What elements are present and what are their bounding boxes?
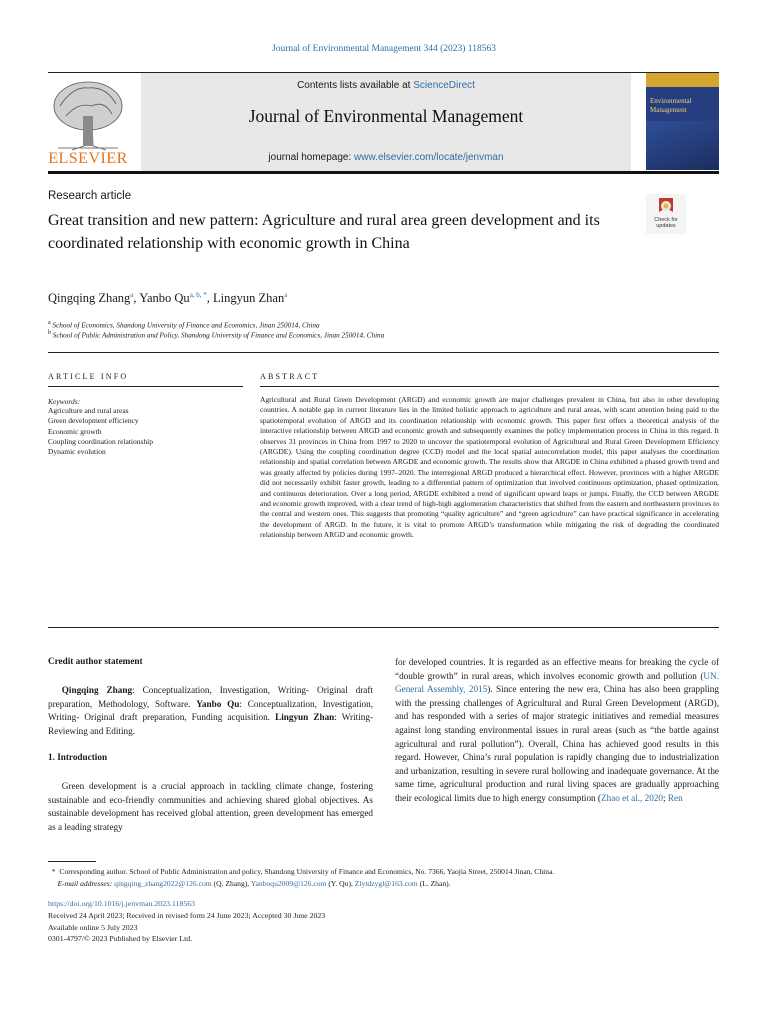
email-line <box>48 878 728 890</box>
credit-author-roles: : Writing- Reviewing and Editing. <box>48 712 374 736</box>
keyword-item: Green development efficiency <box>48 416 139 426</box>
email-owner: (Q. Zhang), <box>211 878 251 888</box>
corresponding-author-text: Corresponding author. School of Public Administration and policy, Shandong University of Finance and Economics, No. 7366, Yaojia Street, 250014 Jinan, China. <box>59 867 555 876</box>
footnote-rule <box>48 861 96 862</box>
credit-author-name: Qingqing Zhang <box>61 685 133 695</box>
affiliation-mark: a <box>48 320 51 326</box>
contents-availability <box>141 80 631 91</box>
keywords-list <box>48 406 153 457</box>
publication-meta <box>48 898 325 945</box>
introduction-heading: 1. Introduction <box>48 752 108 762</box>
email-link[interactable]: qingqing_zhang2022@126.com <box>114 878 212 888</box>
email-label: E-mail addresses: <box>57 878 113 888</box>
homepage-link[interactable]: www.elsevier.com/locate/jenvman <box>354 152 504 163</box>
affiliation-text: School of Public Administration and Policy, Shandong University of Finance and Economics, Jinan 250014, China <box>52 331 385 340</box>
crossmark-line2: updates <box>656 223 676 229</box>
article-type: Research article <box>48 190 132 202</box>
citation-link[interactable]: UN. General Assembly, 2015 <box>395 670 719 695</box>
affiliation-text: School of Economics, Shandong University of Finance and Economics, Jinan 250014, China <box>52 321 320 330</box>
abstract-heading: ABSTRACT <box>260 372 320 381</box>
author-name[interactable]: Lingyun Zhan <box>213 291 285 306</box>
author-list <box>48 291 287 306</box>
author-affiliation-mark[interactable]: a <box>284 291 288 299</box>
abstract-rule <box>260 386 719 387</box>
author-separator: , <box>133 291 140 306</box>
keyword-item: Coupling coordination relationship <box>48 436 153 446</box>
check-for-updates-icon[interactable] <box>646 194 686 234</box>
keyword-item: Agriculture and rural areas <box>48 406 129 415</box>
affiliation-mark: b <box>48 330 51 336</box>
author-name[interactable]: Qingqing Zhang <box>48 291 131 306</box>
sciencedirect-link[interactable]: ScienceDirect <box>413 80 475 91</box>
article-info-heading: ARTICLE INFO <box>48 372 129 381</box>
footnote-mark: * <box>51 867 56 876</box>
intro-right-text: for developed countries. It is regarded as an effective means for breaking the cycle of “double growth” in rural areas, which involves economic growth and pollution ( <box>395 657 719 681</box>
intro-right-text: ; <box>663 792 668 803</box>
received-dates: Received 24 April 2023; Received in revised form 24 June 2023; Accepted 30 June 2023 <box>48 910 326 920</box>
email-link[interactable]: Zlytdzygl@163.com <box>354 878 418 888</box>
copyright-line: 0301-4797/© 2023 Published by Elsevier Ltd. <box>48 934 193 944</box>
cover-title <box>650 97 715 115</box>
journal-reference[interactable]: Journal of Environmental Management 344 (2023) 118563 <box>272 44 496 54</box>
credit-author-name: Yanbo Qu <box>196 698 240 709</box>
email-link[interactable]: Yanboqu2009@126.com <box>250 878 327 888</box>
introduction-paragraph <box>48 780 373 834</box>
keywords-label: Keywords: <box>48 397 81 406</box>
corresponding-author-footnote <box>48 866 728 890</box>
cover-image <box>646 121 719 170</box>
email-owner: (Y. Qu), <box>326 878 355 888</box>
citation-link[interactable]: Zhao et al., 2020 <box>601 792 663 803</box>
abstract-body: Agricultural and Rural Green Development (ARGD) and economic growth are major challenges prevalent in China, but also in other developing countries. A notable gap in current literature lies in the limited holistic approach to agriculture and rural areas, with scant attention being paid to the spatiotemporal evolution of ARGD and its coordination relationship with economic growth. This paper first offers a theoretical analysis of the interactive relationship between ARGD and economic growth and subsequently examines the policy implementation process in China in this regard. It observes 31 provinces in China from 1997 to 2020 to uncover the spatiotemporal evolution of Agricultural and Rural Green Development Efficiency (ARGDE). Using the coupling coordination degree (CCD) model and the local spatial autocorrelation model, this paper analyses the coordination relationship and spatial correlation between ARGDE and economic growth. The results show that ARGDE in China exhibited a phased growth trend and was greatly affected by policies during 1997–2020. The interregional ARGD produced a hierarchical effect. However, provinces with a higher ARGDE did not necessarily exhibit faster growth, leading to a differential pattern of optimization that involved continuous optimization, phased optimization, and continuous deterioration. Over a long period, ARGDE exhibited a trend of significant upward leaps or jumps. Finally, the CCD between ARGDE and economic growth improved, with a clear trend of high-high agglomeration characteristics that shifted from the eastern and northeastern provinces to the central and western ones. This suggests that promoting “quality agriculture” and “green agriculture” can have practical significance in accelerating the development of ARGD. In the future, it is vital to promote ARGD’s transformation while mitigating the risk of degrading the coordinated relationship between ARGD and economic growth. <box>260 395 719 540</box>
keyword-item: Economic growth <box>48 426 102 436</box>
cover-top-band <box>646 73 719 87</box>
intro-right-text: ). Since entering the new era, China has also been grappling with the pressing challenges of Agricultural and Rural Green Development (ARGD), and has responded with a series of major strategic initiatives and remedial measures against long standing environmental issues in rural areas (such as “the battle against agricultural and rural pollution”). Overall, China has achieved good results in this regard. However, China’s rural population is rapidly changing due to industrialization and urbanization, resulting in severe rural hollowing and inadequate governance. At the same time, agricultural production and rural living spaces are gradually approaching their ecological limits due to high energy consumption ( <box>395 684 719 803</box>
introduction-text: Green development is a crucial approach in tackling climate change, fostering sustainable and eco-friendly communities and achieving shared global objectives. As sustainable development has received global attention, green development has emerged as a leading strategy <box>48 781 373 832</box>
author-affiliation-mark[interactable]: a <box>130 291 134 299</box>
crossmark-line1: Check for <box>654 217 678 223</box>
journal-cover-thumbnail[interactable] <box>646 73 719 170</box>
corresponding-author-line <box>48 866 728 878</box>
affiliation-a <box>48 320 320 329</box>
journal-homepage <box>141 152 631 163</box>
homepage-label: journal homepage: <box>268 152 355 163</box>
header-divider <box>48 352 719 353</box>
author-affiliation-mark[interactable]: a, b, * <box>189 291 207 299</box>
cover-title-line1: Environmental <box>650 97 692 105</box>
citation-link[interactable]: Ren <box>667 792 683 803</box>
credit-statement-heading: Credit author statement <box>48 656 143 666</box>
author-separator: , <box>206 291 214 306</box>
credit-statement-body <box>48 684 373 738</box>
publisher-wordmark: ELSEVIER <box>48 150 128 167</box>
doi-link[interactable]: https://doi.org/10.1016/j.jenvman.2023.118563 <box>48 899 196 908</box>
article-title: Great transition and new pattern: Agriculture and rural area green development and its coordinated relationship with economic growth in China <box>48 212 600 252</box>
journal-title: Journal of Environmental Management <box>248 106 524 126</box>
online-date: Available online 5 July 2023 <box>48 922 138 932</box>
affiliation-b <box>48 330 384 339</box>
abstract-bottom-rule <box>48 627 719 628</box>
keyword-item: Dynamic evolution <box>48 447 106 457</box>
masthead-bottom-rule <box>48 171 719 174</box>
introduction-continued <box>395 656 719 806</box>
article-info-rule <box>48 386 243 387</box>
contents-prefix: Contents lists available at <box>297 80 414 91</box>
author-name[interactable]: Yanbo Qu <box>139 291 190 306</box>
credit-author-roles: : Conceptualization, Investigation, Writing- Original draft preparation, Funding acquisition. <box>48 698 373 723</box>
credit-author-name: Lingyun Zhan <box>275 712 335 723</box>
credit-author-roles: : Conceptualization, Investigation, Writing- Original draft preparation, Methodology, Software. <box>48 685 373 709</box>
cover-title-line2: Management <box>650 106 687 114</box>
email-owner: (L. Zhan). <box>417 878 451 888</box>
